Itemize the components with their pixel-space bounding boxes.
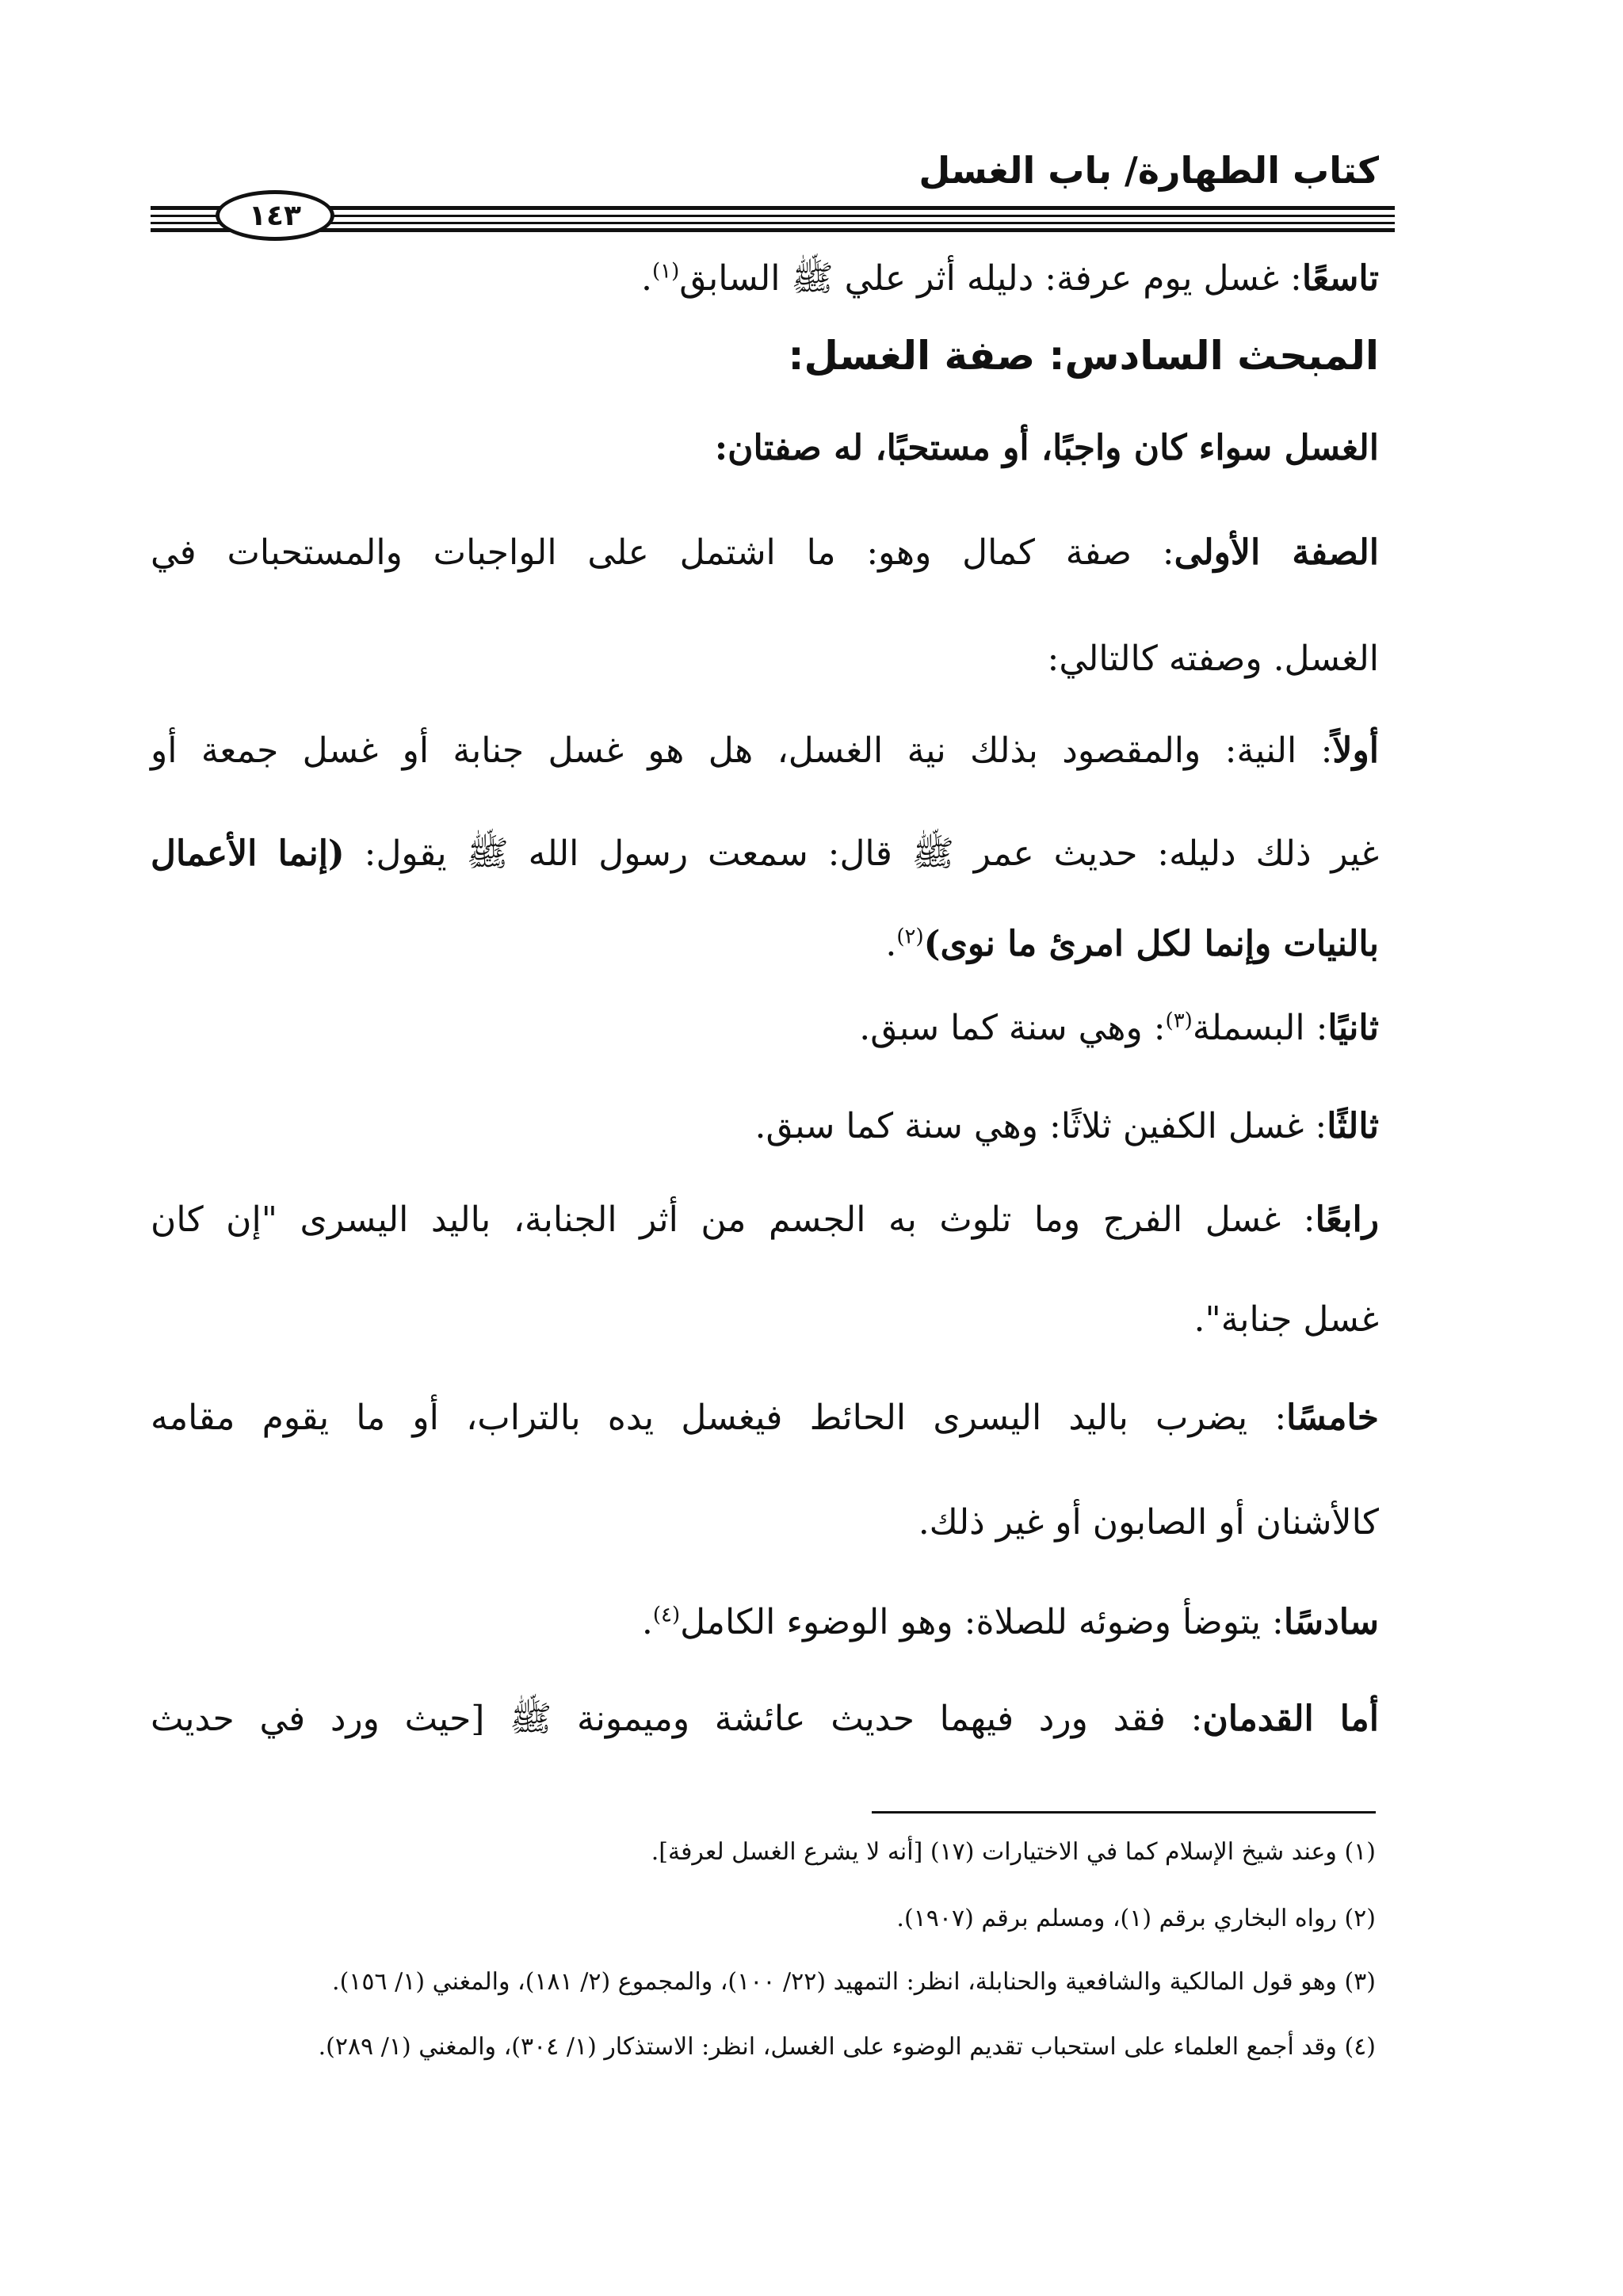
item-label: سادسًا [1283, 1602, 1379, 1642]
line-text: : النية: والمقصود بذلك نية الغسل، هل هو غسل جنابة أو غسل جمعة أو [151, 730, 1333, 771]
paragraph-line [151, 730, 1379, 772]
line-text: : البسملة [1192, 1008, 1328, 1048]
header-rule [151, 206, 1395, 210]
line-text: : غسل الفرج وما تلوث به الجسم من أثر الجنابة، باليد اليسرى "إن كان [151, 1199, 1316, 1240]
paragraph-line [151, 1699, 1379, 1741]
line-text: غير ذلك دليله: حديث عمر ﷺ قال: سمعت رسول الله ﷺ يقول: [344, 833, 1379, 874]
item-label: رابعًا [1315, 1199, 1379, 1240]
item-label: الصفة الأولى [1174, 532, 1379, 573]
header-rule [151, 222, 1395, 224]
footnote-separator [872, 1811, 1376, 1814]
paragraph-line [151, 532, 1379, 574]
paragraph-line [151, 1398, 1379, 1440]
item-label: ثالثًا [1327, 1106, 1379, 1146]
paragraph-line: الغسل. وصفته كالتالي: [1047, 639, 1379, 679]
paragraph-line [641, 258, 1379, 300]
line-end: . [885, 924, 897, 964]
hadith-quote: بالنيات وإنما لكل امرئ ما نوى) [923, 924, 1379, 964]
line-text: : وهي سنة كما سبق. [859, 1008, 1166, 1048]
item-label: خامسًا [1286, 1398, 1379, 1438]
footnote-ref[interactable]: (٣) [1165, 1009, 1193, 1033]
item-label: أولاً [1332, 730, 1379, 771]
header-rule [151, 215, 1395, 217]
item-label: تاسعًا [1301, 258, 1379, 299]
line-text: : يضرب باليد اليسرى الحائط فيغسل يده بالتراب، أو ما يقوم مقامه [151, 1398, 1287, 1438]
paragraph-line [885, 924, 1379, 966]
line-text: : صفة كمال وهو: ما اشتمل على الواجبات والمستحبات في [151, 532, 1174, 573]
page-number: ١٤٣ [216, 190, 334, 241]
paragraph-line [151, 1199, 1379, 1241]
paragraph-line: الغسل سواء كان واجبًا، أو مستحبًا، له صفتان: [714, 428, 1379, 468]
running-title: كتاب الطهارة/ باب الغسل [918, 149, 1379, 192]
paragraph-line: كالأشنان أو الصابون أو غير ذلك. [918, 1502, 1379, 1543]
paragraph-line [755, 1106, 1379, 1148]
line-end: . [641, 1602, 653, 1642]
item-label: أما القدمان [1202, 1699, 1379, 1739]
paragraph-line [859, 1008, 1379, 1050]
item-label: ثانيًا [1327, 1008, 1379, 1048]
footnote-ref[interactable]: (٢) [896, 925, 924, 949]
footnote: (١) وعند شيخ الإسلام كما في الاختيارات (١٧) [أنه لا يشرع الغسل لعرفة]. [651, 1838, 1376, 1866]
hadith-quote: (إنما الأعمال [151, 833, 345, 874]
footnote: (٣) وهو قول المالكية والشافعية والحنابلة، انظر: التمهيد (٢٢/ ١٠٠)، والمجموع (٢/ ١٨١)، والمغني (١/ ١٥٦). [332, 1968, 1376, 1996]
paragraph-line [151, 833, 1379, 875]
line-text: : فقد ورد فيهما حديث عائشة وميمونة ﷺ [حيث ورد في حديث [151, 1699, 1203, 1739]
footnote-ref[interactable]: (١) [652, 259, 680, 284]
footnote: (٤) وقد أجمع العلماء على استحباب تقديم الوضوء على الغسل، انظر: الاستذكار (١/ ٣٠٤)، والمغني (١/ ٢٨٩). [318, 2033, 1376, 2061]
footnote: (٢) رواه البخاري برقم (١)، ومسلم برقم (١٩٠٧). [896, 1905, 1376, 1932]
paragraph-line [642, 1602, 1379, 1644]
section-heading: المبحث السادس: صفة الغسل: [788, 333, 1379, 379]
footnote-ref[interactable]: (٤) [652, 1603, 681, 1627]
header-rule [151, 228, 1395, 232]
line-text: : يتوضأ وضوئه للصلاة: وهو الوضوء الكامل [680, 1602, 1284, 1642]
line-text: : غسل يوم عرفة: دليله أثر علي ﷺ السابق [679, 258, 1302, 299]
paragraph-line: غسل جنابة". [1193, 1299, 1379, 1340]
line-end: . [641, 258, 652, 299]
line-text: : غسل الكفين ثلاثًا: وهي سنة كما سبق. [754, 1106, 1327, 1146]
